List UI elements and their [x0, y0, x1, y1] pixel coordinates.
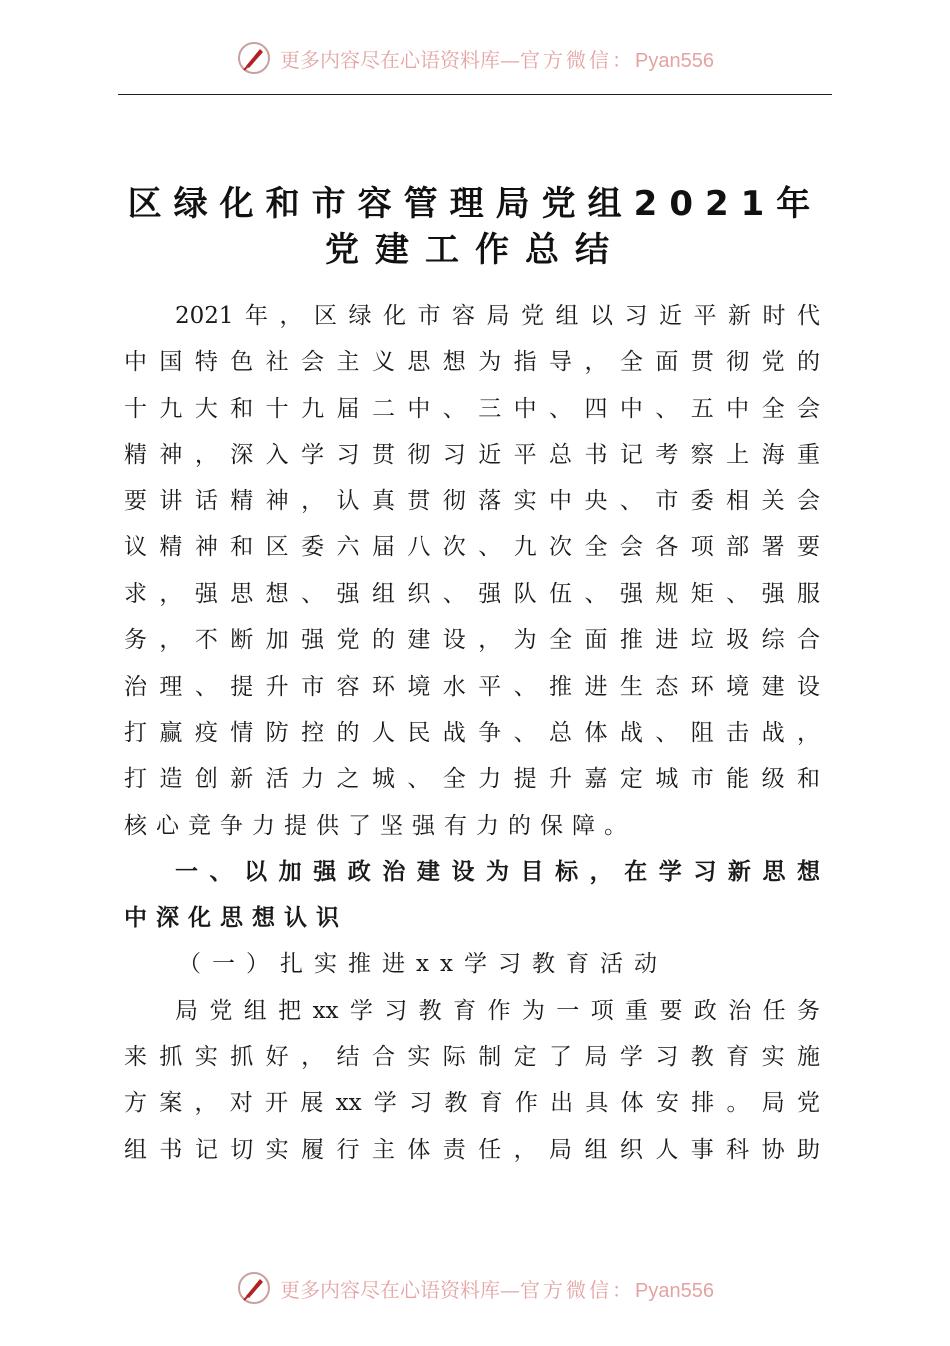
banner-wechat-id: Pyan556 [635, 1279, 714, 1302]
body-line: 2021年，区绿化市容局党组以习近平新时代 [175, 303, 820, 329]
body-line: 打造创新活力之城、全力提升嘉定城市能级和 [124, 766, 820, 792]
body-line: 中国特色社会主义思想为指导，全面贯彻党的 [124, 349, 820, 375]
banner-separator: — [500, 47, 521, 72]
body-line: 来抓实抓好，结合实际制定了局学习教育实施 [124, 1044, 820, 1070]
section-heading-line-2: 中深化思想认识 [124, 905, 348, 931]
body-line: 要讲话精神，认真贯彻落实中央、市委相关会 [124, 488, 820, 514]
body-line: 核心竞争力提供了坚强有力的保障。 [124, 813, 636, 839]
banner-official-label: 官方微信： [520, 47, 636, 72]
document-title-line-1: 区绿化和市容管理局党组2021年 [127, 184, 823, 224]
banner-site-text: 更多内容尽在心语资料库 [280, 47, 501, 72]
body-line: 精神，深入学习贯彻习近平总书记考察上海重 [124, 442, 820, 468]
body-line: 治理、提升市容环境水平、推进生态环境建设 [124, 674, 820, 700]
body-line: 局党组把xx学习教育作为一项重要政治任务 [175, 998, 820, 1024]
body-line: 求，强思想、强组织、强队伍、强规矩、强服 [124, 581, 820, 607]
body-line: 务，不断加强党的建设，为全面推进垃圾综合 [124, 627, 820, 653]
body-line: 打赢疫情防控的人民战争、总体战、阻击战， [124, 720, 820, 746]
banner-wechat-id: Pyan556 [635, 49, 714, 72]
document-title-line-2: 党建工作总结 [325, 230, 625, 270]
quill-pen-logo-icon [236, 1270, 272, 1306]
banner-separator: — [500, 1277, 521, 1302]
banner-text [280, 44, 714, 73]
banner-site-text: 更多内容尽在心语资料库 [280, 1277, 501, 1302]
header-divider [118, 94, 832, 95]
body-line: 议精神和区委六届八次、九次全会各项部署要 [124, 534, 820, 560]
quill-pen-logo-icon [236, 40, 272, 76]
banner-official-label: 官方微信： [520, 1277, 636, 1302]
section-heading-line-1: 一、以加强政治建设为目标，在学习新思想 [175, 859, 820, 885]
footer-watermark-banner [0, 1268, 950, 1308]
subsection-heading: （一）扎实推进xx学习教育活动 [178, 951, 668, 977]
header-watermark-banner [0, 38, 950, 78]
body-line: 组书记切实履行主体责任，局组织人事科协助 [124, 1137, 820, 1163]
banner-text [280, 1274, 714, 1303]
body-line: 十九大和十九届二中、三中、四中、五中全会 [124, 396, 820, 422]
body-line: 方案，对开展xx学习教育作出具体安排。局党 [124, 1090, 820, 1116]
